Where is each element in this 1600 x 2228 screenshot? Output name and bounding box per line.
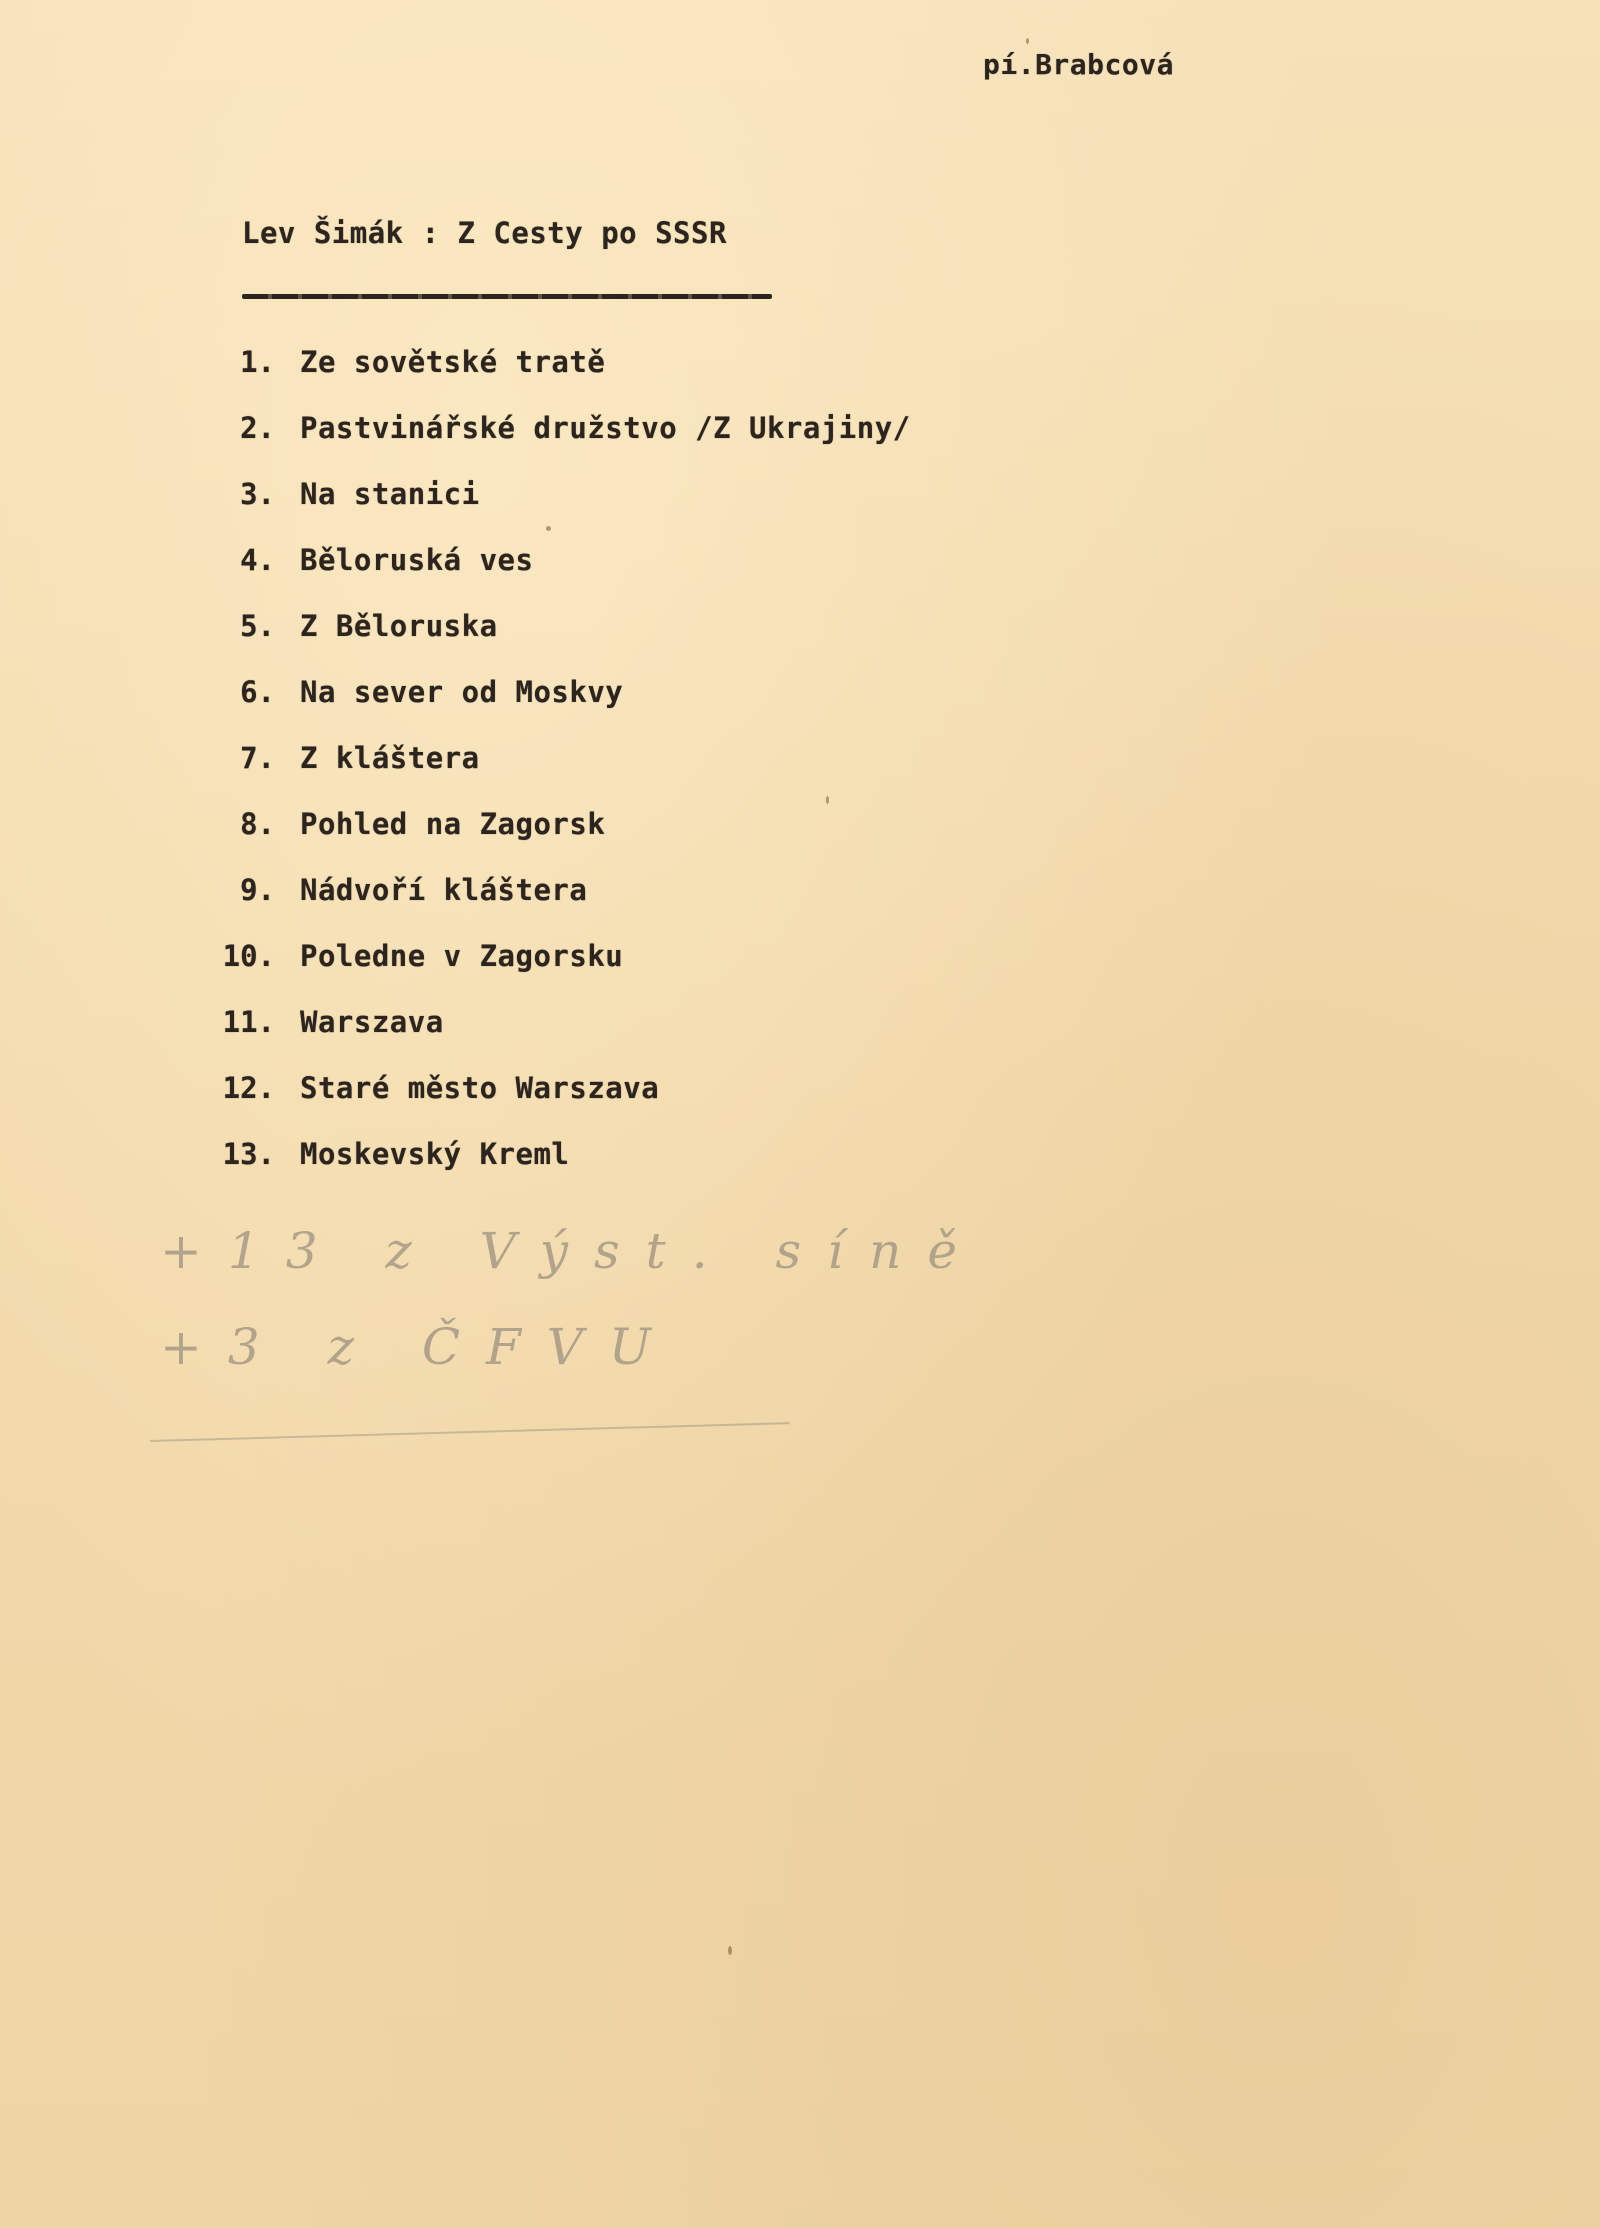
pencil-note: +13 z Výst. síně: [160, 1222, 983, 1280]
recipient-name: pí.Brabcová: [983, 48, 1174, 81]
item-number: 1.: [240, 345, 275, 379]
item-number: 8.: [240, 807, 275, 841]
item-number: 10.: [222, 939, 275, 973]
item-number: 4.: [240, 543, 275, 577]
item-title: Z kláštera: [300, 741, 480, 775]
item-title: Moskevský Kreml: [300, 1137, 570, 1171]
item-number: 13.: [222, 1137, 275, 1171]
item-title: Ze sovětské tratě: [300, 345, 606, 379]
document-title: Lev Šimák : Z Cesty po SSSR: [242, 216, 727, 250]
paper-speck: [546, 526, 551, 531]
paper-speck: [826, 796, 829, 804]
pencil-note: +3 z ČFVU: [160, 1318, 678, 1376]
item-title: Poledne v Zagorsku: [300, 939, 624, 973]
item-title: Pastvinářské družstvo /Z Ukrajiny/: [300, 411, 911, 445]
paper-speck: [728, 1946, 732, 1955]
item-number: 11.: [222, 1005, 275, 1039]
item-title: Z Běloruska: [300, 609, 498, 643]
item-title: Pohled na Zagorsk: [300, 807, 606, 841]
item-title: Staré město Warszava: [300, 1071, 660, 1105]
item-number: 6.: [240, 675, 275, 709]
item-title: Warszava: [300, 1005, 444, 1039]
item-title: Běloruská ves: [300, 543, 534, 577]
paper-speck: [1026, 38, 1029, 44]
item-number: 7.: [240, 741, 275, 775]
item-number: 9.: [240, 873, 275, 907]
item-title: Na stanici: [300, 477, 480, 511]
item-number: 2.: [240, 411, 275, 445]
item-title: Nádvoří kláštera: [300, 873, 588, 907]
item-title: Na sever od Moskvy: [300, 675, 624, 709]
item-number: 3.: [240, 477, 275, 511]
pencil-line: [150, 1422, 790, 1442]
item-number: 5.: [240, 609, 275, 643]
item-number: 12.: [222, 1071, 275, 1105]
